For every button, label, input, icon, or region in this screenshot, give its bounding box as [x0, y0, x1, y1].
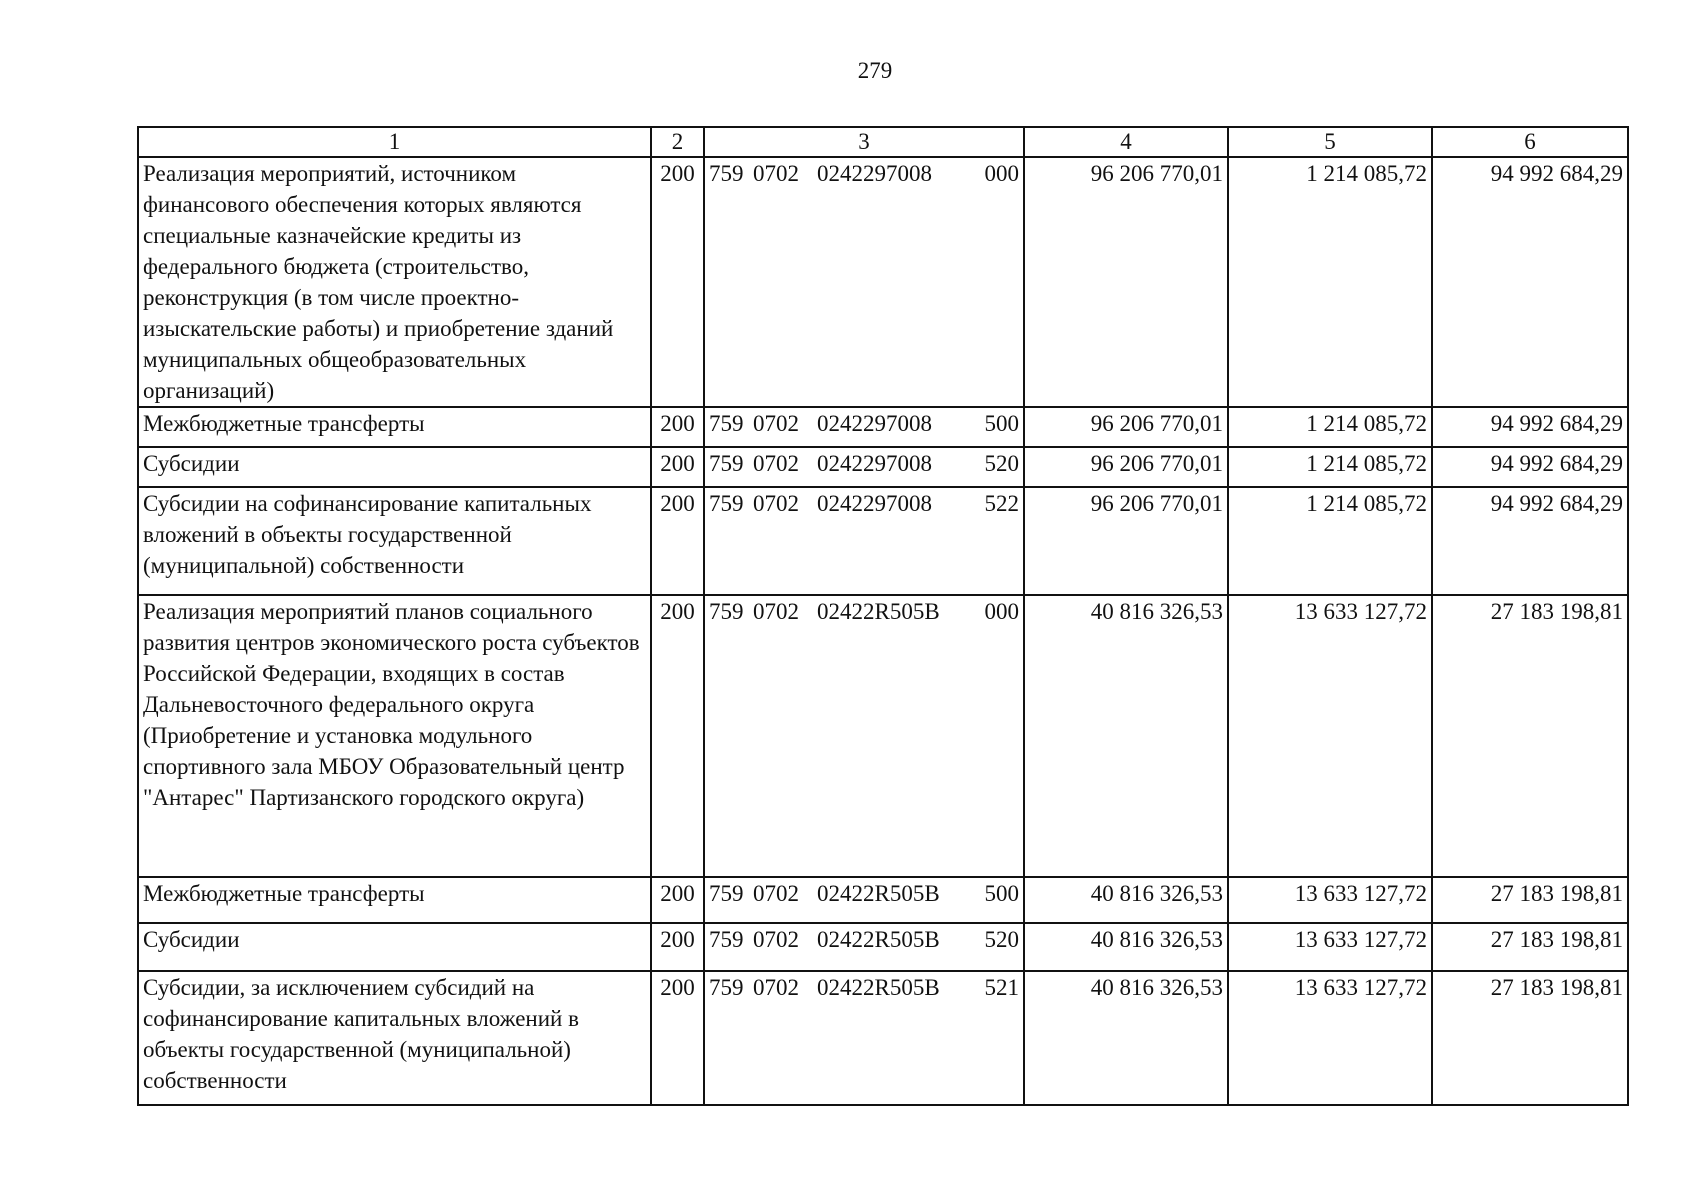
header-row [138, 127, 1628, 157]
header-col-5: 5 [1228, 127, 1432, 157]
row-col6: 94 992 684,29 [1432, 487, 1628, 595]
row-col4: 40 816 326,53 [1024, 923, 1228, 971]
row-col6: 94 992 684,29 [1432, 447, 1628, 487]
row-col6: 94 992 684,29 [1432, 157, 1628, 407]
header-col-2: 2 [651, 127, 704, 157]
row-col5: 13 633 127,72 [1228, 595, 1432, 877]
row-target: 02422R505B [817, 927, 940, 952]
row-target: 0242297008 [817, 491, 932, 516]
row-type: 520 [984, 927, 1019, 952]
row-section: 0702 [753, 411, 799, 436]
row-target: 02422R505B [817, 975, 940, 1000]
header-col-4: 4 [1024, 127, 1228, 157]
row-grbs: 200 [651, 447, 704, 487]
row-grbs: 200 [651, 923, 704, 971]
row-grbs: 200 [651, 487, 704, 595]
row-type: 500 [984, 881, 1019, 906]
row-col4: 96 206 770,01 [1024, 407, 1228, 447]
table-row [138, 447, 1628, 487]
row-col5: 1 214 085,72 [1228, 447, 1432, 487]
row-name: Субсидии [138, 447, 651, 487]
row-code [704, 447, 1024, 487]
row-type: 522 [984, 491, 1019, 516]
row-name: Реализация мероприятий планов социального развития центров экономического роста субъектов Российской Федерации, входящих в состав Дальневосточного федерального округа (Приобретение и установка модульного спортивного зала МБОУ Образовательный центр "Антарес" Партизанского городского округа) [138, 595, 651, 877]
row-col6: 27 183 198,81 [1432, 877, 1628, 923]
row-dept: 759 [709, 451, 744, 476]
row-grbs: 200 [651, 971, 704, 1105]
row-name: Субсидии, за исключением субсидий на софинансирование капитальных вложений в объекты государственной (муниципальной) собственности [138, 971, 651, 1105]
row-col5: 13 633 127,72 [1228, 923, 1432, 971]
row-col4: 40 816 326,53 [1024, 595, 1228, 877]
row-dept: 759 [709, 161, 744, 186]
row-col6: 27 183 198,81 [1432, 923, 1628, 971]
row-type: 500 [984, 411, 1019, 436]
row-grbs: 200 [651, 157, 704, 407]
row-name: Реализация мероприятий, источником финансового обеспечения которых являются специальные казначейские кредиты из федерального бюджета (строительство, реконструкция (в том числе проектно-изыскательские работы) и приобретение зданий муниципальных общеобразовательных организаций) [138, 157, 651, 407]
row-section: 0702 [753, 599, 799, 624]
row-grbs: 200 [651, 407, 704, 447]
row-type: 521 [984, 975, 1019, 1000]
table-row [138, 971, 1628, 1105]
budget-table [137, 126, 1629, 1106]
row-target: 0242297008 [817, 451, 932, 476]
table-row [138, 923, 1628, 971]
page-number: 279 [857, 58, 893, 83]
row-type: 000 [984, 161, 1019, 186]
row-col4: 96 206 770,01 [1024, 157, 1228, 407]
row-type: 520 [984, 451, 1019, 476]
row-col6: 27 183 198,81 [1432, 971, 1628, 1105]
row-dept: 759 [709, 411, 744, 436]
row-col4: 40 816 326,53 [1024, 971, 1228, 1105]
row-target: 0242297008 [817, 411, 932, 436]
row-col4: 96 206 770,01 [1024, 447, 1228, 487]
row-col5: 1 214 085,72 [1228, 157, 1432, 407]
row-dept: 759 [709, 881, 744, 906]
row-section: 0702 [753, 161, 799, 186]
row-col5: 1 214 085,72 [1228, 487, 1432, 595]
row-code [704, 971, 1024, 1105]
row-section: 0702 [753, 881, 799, 906]
row-code [704, 595, 1024, 877]
row-code [704, 877, 1024, 923]
row-code [704, 157, 1024, 407]
row-type: 000 [984, 599, 1019, 624]
row-name: Межбюджетные трансферты [138, 877, 651, 923]
row-section: 0702 [753, 491, 799, 516]
row-section: 0702 [753, 927, 799, 952]
row-name: Субсидии на софинансирование капитальных вложений в объекты государственной (муниципальной) собственности [138, 487, 651, 595]
row-col5: 13 633 127,72 [1228, 971, 1432, 1105]
row-target: 0242297008 [817, 161, 932, 186]
row-col6: 27 183 198,81 [1432, 595, 1628, 877]
table-row [138, 157, 1628, 407]
row-dept: 759 [709, 975, 744, 1000]
row-col6: 94 992 684,29 [1432, 407, 1628, 447]
header-col-1: 1 [138, 127, 651, 157]
header-col-6: 6 [1432, 127, 1628, 157]
row-target: 02422R505B [817, 599, 940, 624]
row-grbs: 200 [651, 595, 704, 877]
row-section: 0702 [753, 451, 799, 476]
row-code [704, 923, 1024, 971]
row-name: Межбюджетные трансферты [138, 407, 651, 447]
table-row [138, 595, 1628, 877]
row-grbs: 200 [651, 877, 704, 923]
row-target: 02422R505B [817, 881, 940, 906]
header-col-3: 3 [704, 127, 1024, 157]
row-col5: 1 214 085,72 [1228, 407, 1432, 447]
row-name: Субсидии [138, 923, 651, 971]
row-section: 0702 [753, 975, 799, 1000]
row-code [704, 487, 1024, 595]
row-dept: 759 [709, 491, 744, 516]
row-code [704, 407, 1024, 447]
row-col4: 40 816 326,53 [1024, 877, 1228, 923]
table-row [138, 407, 1628, 447]
table-row [138, 877, 1628, 923]
row-col4: 96 206 770,01 [1024, 487, 1228, 595]
row-col5: 13 633 127,72 [1228, 877, 1432, 923]
table-row [138, 487, 1628, 595]
row-dept: 759 [709, 927, 744, 952]
row-dept: 759 [709, 599, 744, 624]
